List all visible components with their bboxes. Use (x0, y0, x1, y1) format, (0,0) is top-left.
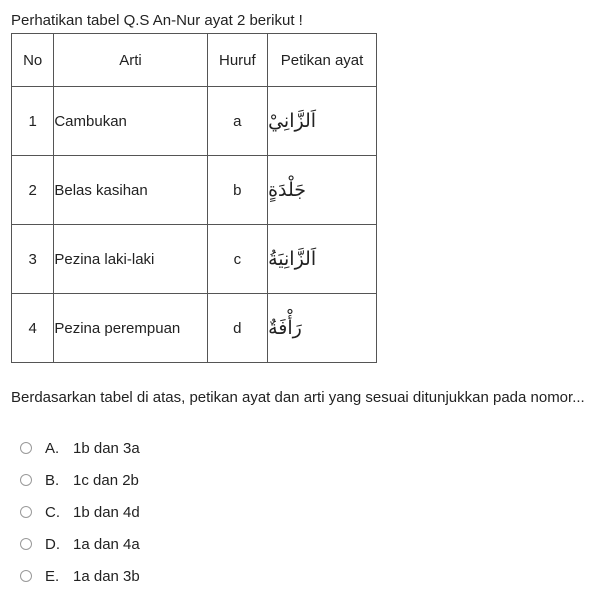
header-petikan: Petikan ayat (268, 34, 377, 87)
table-row (12, 156, 377, 225)
table-row (12, 87, 377, 156)
question-text: Berdasarkan tabel di atas, petikan ayat dan arti yang sesuai ditunjukkan pada nomor... (11, 389, 585, 406)
row-number: 2 (12, 156, 54, 225)
row-huruf: d (207, 294, 267, 363)
option-a[interactable] (20, 432, 140, 464)
row-huruf: a (207, 87, 267, 156)
option-text: 1a dan 4a (73, 535, 140, 553)
row-number: 1 (12, 87, 54, 156)
option-c[interactable] (20, 496, 140, 528)
radio-button[interactable] (20, 538, 32, 550)
row-number: 3 (12, 225, 54, 294)
row-arti: Pezina perempuan (54, 294, 207, 363)
row-number: 4 (12, 294, 54, 363)
arabic-text: اَلزَّانِيَةُ (268, 248, 317, 270)
option-b[interactable] (20, 464, 140, 496)
arabic-text: اَلزَّانِيْ (268, 110, 317, 132)
radio-button[interactable] (20, 506, 32, 518)
row-petikan-arabic (268, 225, 377, 294)
row-huruf: c (207, 225, 267, 294)
question-title: Perhatikan tabel Q.S An-Nur ayat 2 berikut ! (11, 12, 303, 29)
option-letter: B. (45, 471, 60, 489)
option-letter: A. (45, 439, 60, 457)
option-letter: D. (45, 535, 60, 553)
arabic-text: رَأْفَةٌ (268, 317, 302, 339)
quran-table (11, 33, 377, 363)
table-header-row (12, 34, 377, 87)
arabic-text: جَلْدَةٍ (268, 179, 307, 201)
table-row (12, 294, 377, 363)
table-row (12, 225, 377, 294)
row-huruf: b (207, 156, 267, 225)
header-huruf: Huruf (207, 34, 267, 87)
row-arti: Belas kasihan (54, 156, 207, 225)
row-arti: Pezina laki-laki (54, 225, 207, 294)
option-text: 1c dan 2b (73, 471, 139, 489)
option-letter: E. (45, 567, 60, 585)
radio-button[interactable] (20, 570, 32, 582)
option-d[interactable] (20, 528, 140, 560)
header-no: No (12, 34, 54, 87)
radio-button[interactable] (20, 442, 32, 454)
row-petikan-arabic (268, 156, 377, 225)
option-text: 1b dan 3a (73, 439, 140, 457)
row-petikan-arabic (268, 294, 377, 363)
option-text: 1a dan 3b (73, 567, 140, 585)
row-petikan-arabic (268, 87, 377, 156)
option-text: 1b dan 4d (73, 503, 140, 521)
header-arti: Arti (54, 34, 207, 87)
option-letter: C. (45, 503, 60, 521)
row-arti: Cambukan (54, 87, 207, 156)
answer-options (20, 432, 140, 592)
radio-button[interactable] (20, 474, 32, 486)
option-e[interactable] (20, 560, 140, 592)
